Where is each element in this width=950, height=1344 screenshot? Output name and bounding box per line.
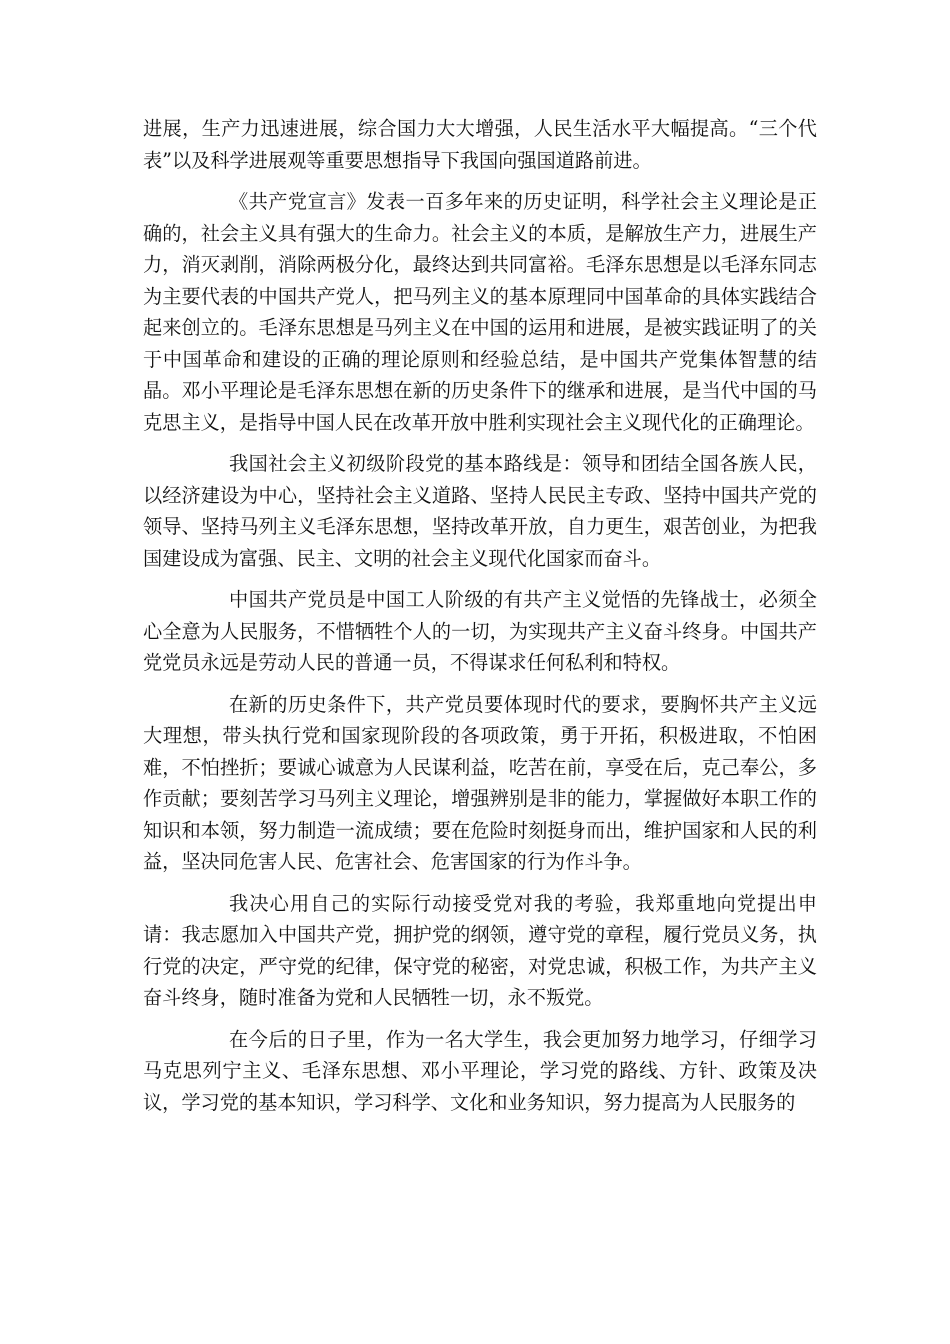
paragraph-continuation: 进展，生产力迅速进展，综合国力大大增强，人民生活水平大幅提高。“三个代表”以及科学进展观等重要思想指导下我国向强国道路前进。 — [143, 117, 817, 172]
paragraph-party-member-duty: 中国共产党员是中国工人阶级的有共产主义觉悟的先锋战士，必须全心全意为人民服务，不惜牺牲个人的一切，为实现共产主义奋斗终身。中国共产党党员永远是劳动人民的普通一员，不得谋求任何私利和特权。 — [143, 588, 817, 674]
paragraph-basic-line: 我国社会主义初级阶段党的基本路线是：领导和团结全国各族人民，以经济建设为中心，坚持社会主义道路、坚持人民民主专政、坚持中国共产党的领导、坚持马列主义毛泽东思想，坚持改革开放，自力更生，艰苦创业，为把我国建设成为富强、民主、文明的社会主义现代化国家而奋斗。 — [143, 452, 817, 570]
paragraph-future-study: 在今后的日子里，作为一名大学生，我会更加努力地学习，仔细学习马克思列宁主义、毛泽东思想、邓小平理论，学习党的路线、方针、政策及决议，学习党的基本知识，学习科学、文化和业务知识，努力提高为人民服务的 — [143, 1027, 817, 1114]
paragraph-manifesto-history: 《共产党宣言》发表一百多年来的历史证明，科学社会主义理论是正确的，社会主义具有强大的生命力。社会主义的本质，是解放生产力，进展生产力，消灭剥削，消除两极分化，最终达到共同富裕。毛泽东思想是以毛泽东同志为主要代表的中国共产党人，把马列主义的基本原理同中国革命的具体实践结合起来创立的。毛泽东思想是马列主义在中国的运用和进展，是被实践证明了的关于中国革命和建设的正确的理论原则和经验总结，是中国共产党集体智慧的结晶。邓小平理论是毛泽东思想在新的历史条件下的继承和进展，是当代中国的马克思主义，是指导中国人民在改革开放中胜利实现社会主义现代化的正确理论。 — [143, 190, 817, 434]
paragraph-application-pledge: 我决心用自己的实际行动接受党对我的考验，我郑重地向党提出申请：我志愿加入中国共产党，拥护党的纲领，遵守党的章程，履行党员义务，执行党的决定，严守党的纪律，保守党的秘密，对党忠诚，积极工作，为共产主义奋斗终身，随时准备为党和人民牺牲一切，永不叛党。 — [143, 891, 817, 1009]
document-page — [143, 113, 817, 1128]
paragraph-new-era-requirements: 在新的历史条件下，共产党员要体现时代的要求，要胸怀共产主义远大理想，带头执行党和国家现阶段的各项政策，勇于开拓，积极进取，不怕困难，不怕挫折；要诚心诚意为人民谋利益，吃苦在前，享受在后，克己奉公，多作贡献；要刻苦学习马列主义理论，增强辨别是非的能力，掌握做好本职工作的知识和本领，努力制造一流成绩；要在危险时刻挺身而出，维护国家和人民的利益，坚决同危害人民、危害社会、危害国家的行为作斗争。 — [143, 692, 817, 873]
